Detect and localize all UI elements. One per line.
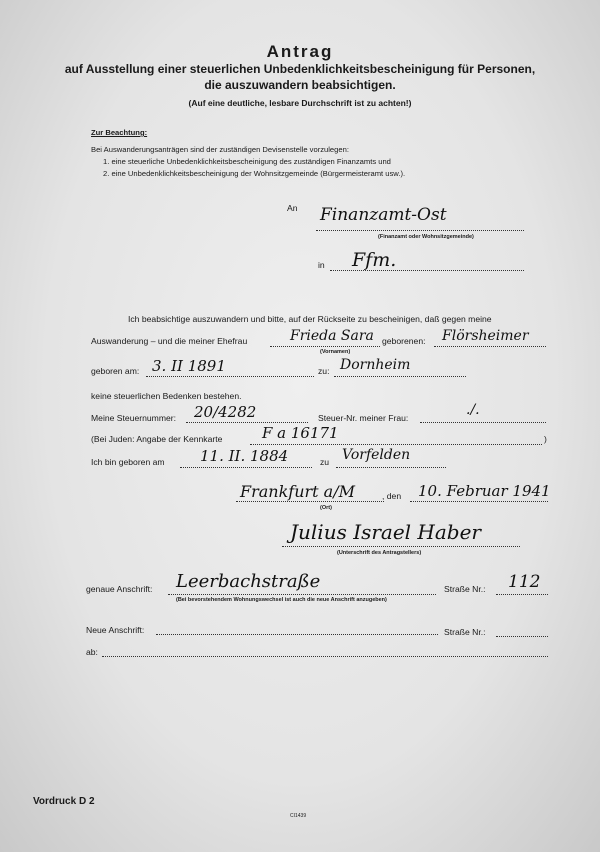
applicant-signature: Julius Israel Haber <box>290 520 481 544</box>
zu-label: zu: <box>318 366 330 376</box>
own-birthplace-line <box>336 467 446 468</box>
street-number-value: 112 <box>508 572 541 592</box>
new-street-number-label: Straße Nr.: <box>444 627 486 637</box>
place-value: Frankfurt a/M <box>240 482 355 501</box>
an-label: An <box>287 203 298 213</box>
form-title: Antrag <box>266 42 334 61</box>
street-number-label: Straße Nr.: <box>444 584 486 594</box>
wife-birthplace: Dornheim <box>340 357 411 373</box>
place-caption: (Ort) <box>320 505 332 511</box>
wife-taxno-label: Steuer-Nr. meiner Frau: <box>318 413 409 423</box>
body-line-2: Auswanderung – und die meiner Ehefrau <box>91 336 248 346</box>
date-line <box>410 501 548 502</box>
city-value: Ffm. <box>352 249 397 271</box>
street-number-line <box>496 594 548 595</box>
body-line-1: Ich beabsichtige auszuwandern und bitte, auf der Rückseite zu bescheinigen, daß gegen meine <box>128 314 492 324</box>
date-value: 10. Februar 1941 <box>418 482 551 500</box>
born-label: geborenen: <box>382 336 426 346</box>
taxno-line <box>186 422 308 423</box>
ab-line <box>102 656 548 657</box>
address-caption: (Bei bevorstehendem Wohnungswechsel ist auch die neue Anschrift anzugeben) <box>176 597 387 603</box>
instructions-heading: Zur Beachtung: <box>91 128 148 137</box>
ab-label: ab: <box>86 647 98 657</box>
in-label: in <box>318 260 325 270</box>
dob-label: geboren am: <box>91 366 140 376</box>
instructions-item-1: 1. eine steuerliche Unbedenklichkeitsbescheinigung des zuständigen Finanzamts und <box>103 157 391 166</box>
office-caption: (Finanzamt oder Wohnsitzgemeinde) <box>378 234 474 240</box>
office-value: Finanzamt-Ost <box>320 205 447 225</box>
wife-dob-line <box>146 376 314 377</box>
wife-maiden-line <box>434 346 546 347</box>
wife-firstnames-line <box>270 346 380 347</box>
new-address-line <box>156 634 438 635</box>
signature-line <box>282 546 520 547</box>
address-label: genaue Anschrift: <box>86 584 153 594</box>
wife-taxno-line <box>420 422 546 423</box>
date-label: , den <box>382 491 402 501</box>
idcard-value: F a 16171 <box>262 424 339 442</box>
wife-firstnames-caption: (Vornamen) <box>320 349 351 355</box>
place-line <box>236 501 384 502</box>
instructions-item-2: 2. eine Unbedenklichkeitsbescheinigung der Wohnsitzgemeinde (Bürgermeisteramt usw.). <box>103 169 406 178</box>
idcard-line <box>250 444 542 445</box>
own-birth-label: Ich bin geboren am <box>91 457 165 467</box>
idcard-close: ) <box>544 434 547 444</box>
own-dob: 11. II. 1884 <box>200 447 289 465</box>
new-address-label: Neue Anschrift: <box>86 625 145 635</box>
taxno-label: Meine Steuernummer: <box>91 413 177 423</box>
street-line <box>168 594 436 595</box>
idcard-label: (Bei Juden: Angabe der Kennkarte <box>91 434 223 444</box>
form-subtitle-2: die auszuwandern beabsichtigen. <box>204 78 396 92</box>
wife-firstnames: Frieda Sara <box>290 328 374 344</box>
new-street-number-line <box>496 636 548 637</box>
print-code: CI1439 <box>290 813 307 819</box>
instructions-intro: Bei Auswanderungsanträgen sind der zuständigen Devisenstelle vorzulegen: <box>91 145 349 154</box>
wife-maiden-name: Flörsheimer <box>442 328 529 344</box>
wife-taxno-value: ./. <box>466 402 480 418</box>
office-line <box>316 230 524 231</box>
own-zu-label: zu <box>320 457 330 467</box>
street-value: Leerbachstraße <box>176 571 321 592</box>
wife-birthplace-line <box>334 376 466 377</box>
wife-dob: 3. II 1891 <box>152 357 226 375</box>
own-birthplace: Vorfelden <box>342 447 411 463</box>
form-note: (Auf eine deutliche, lesbare Durchschrift ist zu achten!) <box>188 98 412 108</box>
taxno-value: 20/4282 <box>194 403 257 421</box>
form-code: Vordruck D 2 <box>33 796 95 807</box>
own-dob-line <box>180 467 312 468</box>
body-line-4: keine steuerlichen Bedenken bestehen. <box>91 391 242 401</box>
form-subtitle-1: auf Ausstellung einer steuerlichen Unbedenklichkeitsbescheinigung für Personen, <box>64 62 536 76</box>
signature-caption: (Unterschrift des Antragstellers) <box>337 550 422 556</box>
city-line <box>330 270 524 271</box>
